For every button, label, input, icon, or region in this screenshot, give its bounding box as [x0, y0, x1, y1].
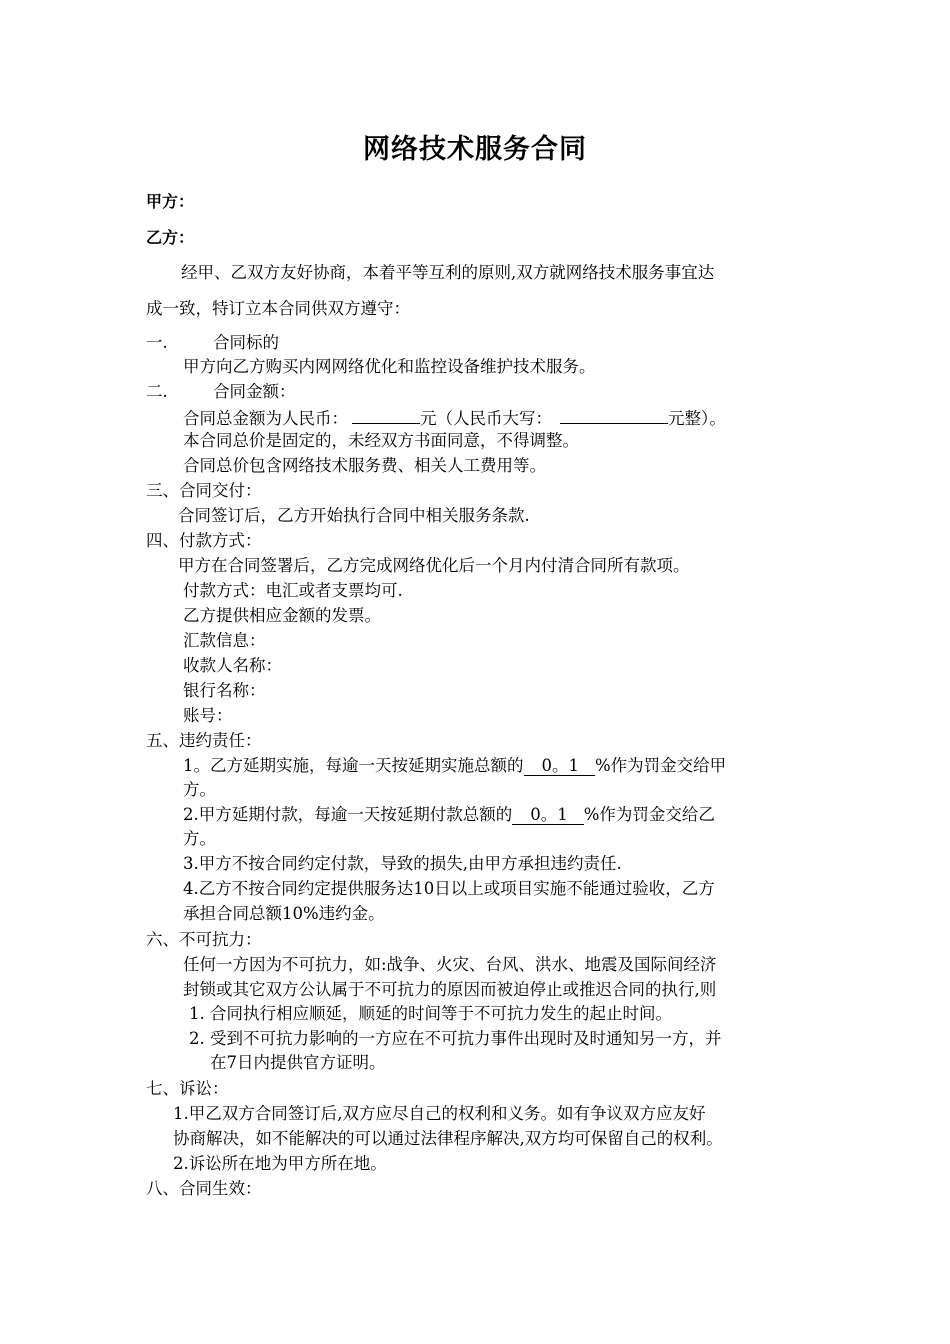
section-1-text: 甲方向乙方购买内网网络优化和监控设备维护技术服务。: [183, 357, 596, 376]
section-2-heading: 合同金额：: [213, 382, 296, 401]
breach-item-2-rate: 0。1: [512, 805, 584, 825]
force-majeure-item-1: 1. 合同执行相应顺延，顺延的时间等于不可抗力发生的起止时间。: [189, 1004, 672, 1023]
breach-item-2-text: 2.甲方延期付款，每逾一天按延期付款总额的: [183, 805, 513, 824]
breach-item-4-line-1: 4.乙方不按合同约定提供服务达10日以上或项目实施不能通过验收，乙方: [183, 879, 715, 898]
breach-item-1-line-1: [183, 755, 726, 777]
section-2-text-2: 本合同总价是固定的，未经双方书面同意，不得调整。: [183, 431, 579, 450]
breach-item-3: 3.甲方不按合同约定付款，导致的损失,由甲方承担违约责任.: [183, 854, 622, 873]
breach-item-2-line-1: [183, 804, 715, 826]
breach-item-1-text-end: %作为罚金交给甲: [595, 756, 727, 775]
litigation-item-1-line-2: 协商解决，如不能解决的可以通过法律程序解决,双方均可保留自己的权利。: [173, 1129, 723, 1148]
account-number-label: 账号：: [183, 706, 233, 725]
amount-words-unit: 元整）。: [668, 409, 726, 428]
payee-name-label: 收款人名称：: [183, 656, 282, 675]
section-4-text-1: 甲方在合同签署后，乙方完成网络优化后一个月内付清合同所有款项。: [178, 556, 690, 575]
contract-title: 网络技术服务合同: [363, 134, 587, 165]
force-majeure-item-2-line-1: 2. 受到不可抗力影响的一方应在不可抗力事件出现时及时通知另一方，并: [189, 1029, 722, 1048]
section-3-text: 合同签订后，乙方开始执行合同中相关服务条款.: [178, 506, 530, 525]
section-1-number: 一.: [146, 333, 168, 352]
amount-words-blank: [560, 406, 668, 424]
section-2-number: 二.: [146, 382, 168, 401]
breach-item-1-line-2: 方。: [183, 780, 216, 799]
amount-blank: [352, 406, 420, 424]
breach-item-4-line-2: 承担合同总额10%违约金。: [183, 904, 385, 923]
section-7-heading: 七、诉讼：: [146, 1079, 229, 1098]
force-majeure-item-2-line-2: 在7日内提供官方证明。: [210, 1053, 386, 1072]
breach-item-1-text: 1。乙方延期实施，每逾一天按延期实施总额的: [183, 756, 524, 775]
section-6-heading: 六、不可抗力：: [146, 930, 262, 949]
intro-line-2: 成一致，特订立本合同供双方遵守：: [146, 299, 410, 318]
section-5-heading: 五、违约责任：: [146, 731, 262, 750]
section-4-text-2: 付款方式：电汇或者支票均可.: [183, 581, 403, 600]
litigation-item-2: 2.诉讼所在地为甲方所在地。: [173, 1154, 387, 1173]
section-2-text-3: 合同总价包含网络技术服务费、相关人工费用等。: [183, 456, 546, 475]
section-2-amount-line: [183, 406, 726, 430]
breach-item-1-rate: 0。1: [524, 756, 596, 776]
litigation-item-1-line-1: 1.甲乙双方合同签订后,双方应尽自己的权利和义务。如有争议双方应友好: [173, 1104, 706, 1123]
amount-unit: 元（人民币大写：: [420, 409, 552, 428]
party-b-label: 乙方：: [146, 228, 195, 247]
section-4-text-3: 乙方提供相应金额的发票。: [183, 606, 381, 625]
breach-item-2-line-2: 方。: [183, 829, 216, 848]
section-1-heading: 合同标的: [213, 333, 279, 352]
section-4-heading: 四、付款方式：: [146, 531, 262, 550]
intro-line-1: 经甲、乙双方友好协商，本着平等互利的原则,双方就网络技术服务事宜达: [181, 263, 715, 282]
force-majeure-text-2: 封锁或其它双方公认属于不可抗力的原因而被迫停止或推迟合同的执行,则: [183, 980, 717, 999]
bank-name-label: 银行名称：: [183, 681, 266, 700]
section-3-heading: 三、合同交付：: [146, 481, 262, 500]
remittance-info-label: 汇款信息：: [183, 631, 266, 650]
breach-item-2-text-end: %作为罚金交给乙: [583, 805, 715, 824]
amount-label: 合同总金额为人民币：: [183, 409, 348, 428]
section-8-heading: 八、合同生效：: [146, 1179, 262, 1198]
force-majeure-text-1: 任何一方因为不可抗力，如:战争、火灾、台风、洪水、地震及国际间经济: [183, 955, 717, 974]
party-a-label: 甲方：: [146, 192, 195, 211]
